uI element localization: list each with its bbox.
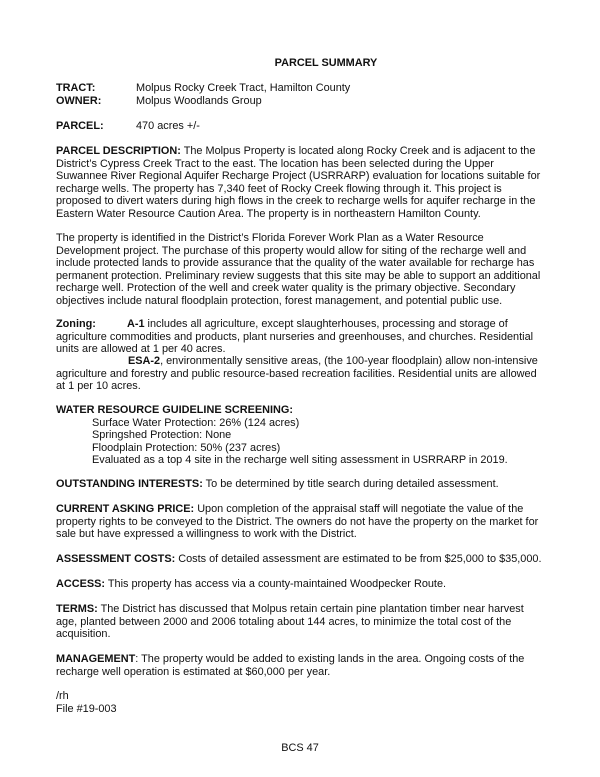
screening-item: Springshed Protection: None xyxy=(92,429,232,441)
assessment-costs xyxy=(56,553,544,566)
zoning-esa-text: , environmentally sensitive areas, (the 100-year floodplain) allow non-intensive agriculture and forestry and public resource-based recreation facilities. Residential units are allowed at 1 per 10 acres. xyxy=(56,355,538,392)
access-text: This property has access via a county-maintained Woodpecker Route. xyxy=(107,578,447,590)
owner-value: Molpus Woodlands Group xyxy=(136,95,262,107)
interests-label: OUTSTANDING INTERESTS: xyxy=(56,478,203,490)
interests-text: To be determined by title search during detailed assessment. xyxy=(205,478,499,490)
parcel-label: PARCEL: xyxy=(56,120,104,132)
description-label: PARCEL DESCRIPTION: xyxy=(56,145,181,157)
page-number: BCS 47 xyxy=(281,742,319,754)
costs-text: Costs of detailed assessment are estimated to be from $25,000 to $35,000. xyxy=(178,553,542,565)
price-text: Upon completion of the appraisal staff will negotiate the value of the property rights to be conveyed to the District. The owners do not have the property on the market for sale but have expressed a willingness to work with the District. xyxy=(56,503,539,540)
asking-price xyxy=(56,503,544,541)
terms-text: The District has discussed that Molpus retain certain pine plantation timber near harvest age, planted between 2000 and 2006 totaling about 144 acres, to minimize the total cost of the acquisition. xyxy=(56,603,524,640)
zoning-a1-text: includes all agriculture, except slaughterhouses, processing and storage of agriculture commodities and products, plant nurseries and greenhouses, and churches. Residential units are allowed at 1 per 40 acres. xyxy=(56,318,534,355)
tract-row xyxy=(56,82,350,95)
tract-label: TRACT: xyxy=(56,82,96,94)
screening-label: WATER RESOURCE GUIDELINE SCREENING: xyxy=(56,404,293,416)
owner-row xyxy=(56,95,262,108)
parcel-row xyxy=(56,120,200,133)
price-label: CURRENT ASKING PRICE: xyxy=(56,503,195,515)
access-label: ACCESS: xyxy=(56,578,106,590)
tract-value: Molpus Rocky Creek Tract, Hamilton County xyxy=(136,82,351,94)
outstanding-interests xyxy=(56,478,544,491)
management-label: MANAGEMENT xyxy=(56,653,136,665)
zoning-section xyxy=(56,318,544,356)
terms xyxy=(56,603,544,641)
page-title: PARCEL SUMMARY xyxy=(274,57,378,69)
parcel-description xyxy=(56,145,544,220)
management xyxy=(56,653,544,678)
zoning-a1-code: A-1 xyxy=(126,318,145,330)
file-number: File #19-003 xyxy=(56,703,117,715)
zoning-esa-code: ESA-2 xyxy=(128,355,161,367)
costs-label: ASSESSMENT COSTS: xyxy=(56,553,176,565)
zoning-esa xyxy=(56,355,544,393)
description-text-1: The Molpus Property is located along Rocky Creek and is adjacent to the District’s Cypress Creek Tract to the east. The location has been selected during the Upper Suwannee River Regional Aquifer Recharge Project (USRRARP) evaluation for locations suitable for recharge wells. The property has 7,340 feet of Rocky Creek flowing through it. This project is proposed to divert waters during high flows in the creek to recharge wells for aquifer recharge in the Eastern Water Resource Caution Area. The property is in northeastern Hamilton County. xyxy=(56,145,541,220)
parcel-value: 470 acres +/- xyxy=(136,120,200,132)
screening-item: Surface Water Protection: 26% (124 acres) xyxy=(92,416,300,429)
description-paragraph-2: The property is identified in the District’s Florida Forever Work Plan as a Water Resource Development project. The purchase of this property would allow for siting of the recharge well and include protected lands to provide assurance that the quality of the water available for recharge has permanent protection. Preliminary review suggests that this site may be able to support an additional recharge well. Protection of the well and creek water quality is the primary objective. Secondary objectives include natural floodplain protection, forest management, and potential public use. xyxy=(56,232,541,307)
zoning-label: Zoning: xyxy=(56,318,96,330)
screening-item: Evaluated as a top 4 site in the recharge well siting assessment in USRRARP in 2019. xyxy=(92,454,508,466)
screening-item: Floodplain Protection: 50% (237 acres) xyxy=(92,441,281,454)
access xyxy=(56,578,544,591)
screening-section xyxy=(56,404,544,467)
management-text: : The property would be added to existing lands in the area. Ongoing costs of the recharge well operation is estimated at $60,000 per year. xyxy=(56,653,525,678)
owner-label: OWNER: xyxy=(56,95,102,107)
terms-label: TERMS: xyxy=(56,603,98,615)
initials: /rh xyxy=(56,690,69,702)
